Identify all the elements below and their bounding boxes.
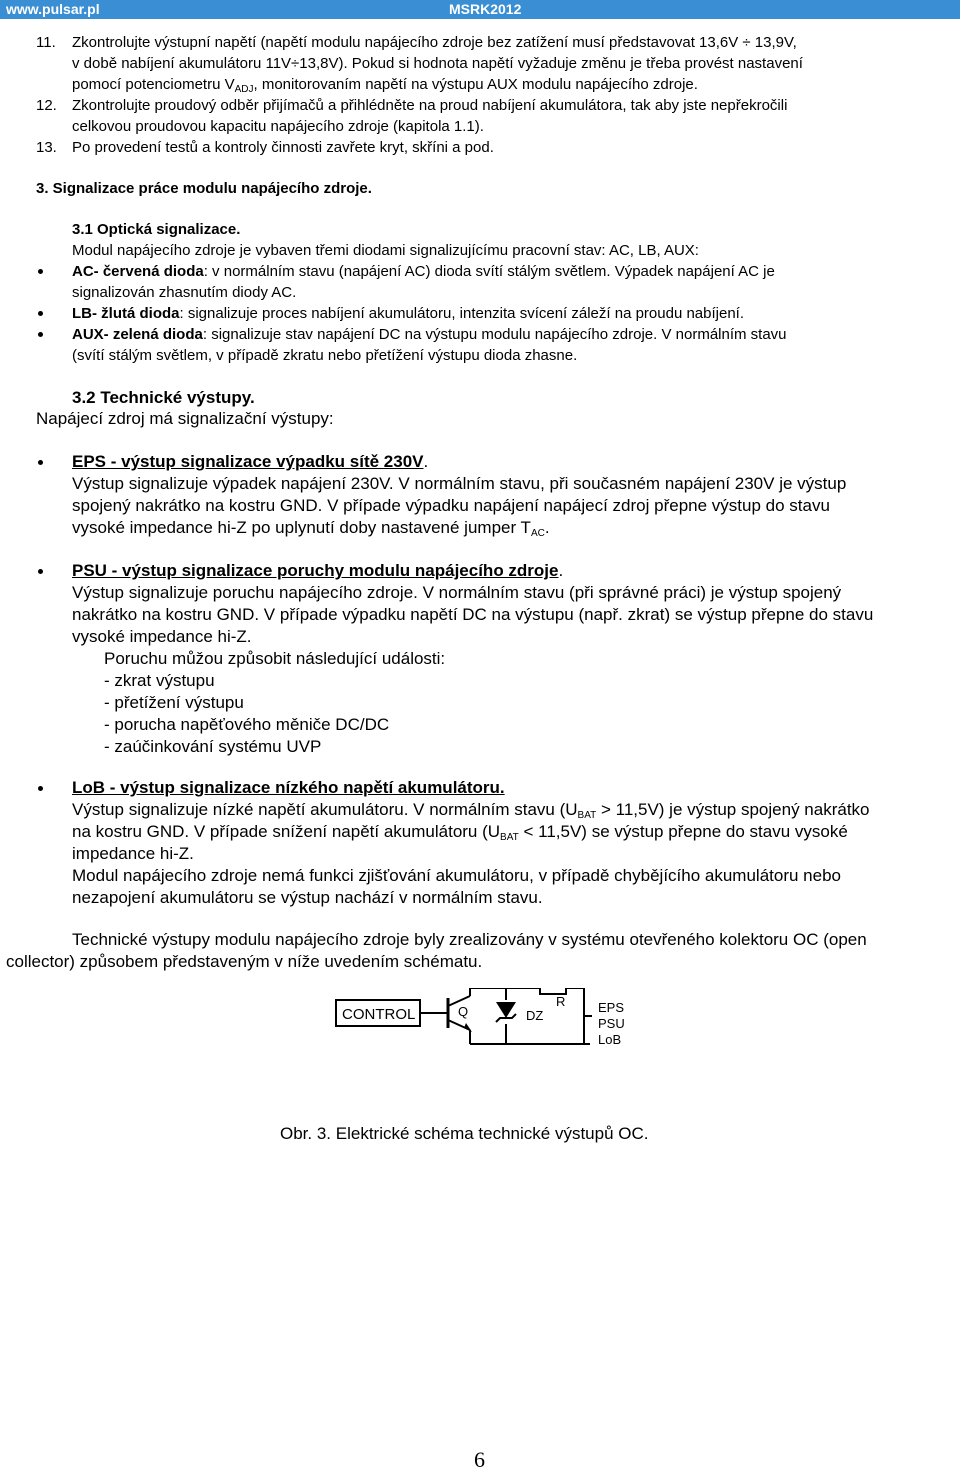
bullet bbox=[38, 332, 43, 337]
step-text: pomocí potenciometru $V_{ADJ}$, monitorovaním napětí na výstupu AUX modulu napájecího zdroje. bbox=[72, 76, 698, 95]
step-text: Po provedení testů a kontroly činnosti zavřete kryt, skříni a pod. bbox=[72, 139, 494, 156]
output-psu-label: PSU bbox=[598, 1016, 625, 1031]
output-eps: EPS - výstup signalizace výpadku sítě 230V. Výstup signalizuje výpadek napájení 230V. V normálním stavu, při současném napájení 230V je výstup spojený nakrátko na kostru GND. V případe výpadku napájení napájecí zdroj přepne výstup do stavu vysoké impedance hi-Z po uplynutí doby nastavené jumper $T_{AC}$. bbox=[72, 452, 847, 539]
dz-label: DZ bbox=[526, 1008, 544, 1023]
step-number: 12. bbox=[36, 97, 57, 114]
section-3-1-intro: Modul napájecího zdroje je vybaven třemi diodami signalizujícímu pracovní stav: AC, LB, AUX: bbox=[72, 242, 699, 259]
eps-title: EPS - výstup signalizace výpadku sítě 230V bbox=[72, 452, 424, 471]
step-number: 11. bbox=[36, 34, 56, 51]
page-number: 6 bbox=[474, 1447, 485, 1472]
bullet bbox=[38, 460, 43, 465]
q-label: Q bbox=[458, 1004, 469, 1019]
figure-caption: Obr. 3. Elektrické schéma technické výstupů OC. bbox=[280, 1124, 649, 1143]
oc-schematic bbox=[330, 988, 640, 1076]
bullet bbox=[38, 786, 43, 791]
output-psu: PSU - výstup signalizace poruchy modulu napájecího zdroje. Výstup signalizuje poruchu napájecího zdroje. V normálním stavu (při správné práci) je výstup spojený nakrátko na kostru GND. V případe výpadku napětí DC na výstupu (např. zkrat) se výstup přepne do stavu vysoké impedance hi-Z. Poruchu můžou způsobit následující události: - zkrat výstupu - přetížení výstupu - porucha napěťového měniče DC/DC - zaúčinkování systému UVP bbox=[72, 561, 874, 756]
document-code: MSRK2012 bbox=[449, 1, 522, 17]
bullet bbox=[38, 269, 43, 274]
led-aux: AUX- zelená dioda: signalizuje stav napájení DC na výstupu modulu napájecího zdroje. V normálním stavu (svítí stálým světlem, v případě zkratu nebo přetížení výstupu dioda zhasne. bbox=[72, 326, 787, 364]
step-13 bbox=[36, 137, 952, 158]
emitter-arrow bbox=[464, 1023, 472, 1032]
output-eps-label: EPS bbox=[598, 1000, 625, 1015]
step-text: celkovou proudovou kapacitu napájecího zdroje (kapitola 1.1). bbox=[72, 118, 484, 135]
led-ac: AC- červená dioda: v normálním stavu (napájení AC) dioda svítí stálým světlem. Výpadek napájení AC je signalizován zhasnutím diody AC. bbox=[72, 263, 775, 301]
bullet bbox=[38, 569, 43, 574]
output-lob-label: LoB bbox=[598, 1032, 622, 1047]
closing-paragraph: Technické výstupy modulu napájecího zdroje byly zrealizovány v systému otevřeného kolektoru OC (open collector) způsobem představeným v níže uvedením schématu. bbox=[6, 930, 867, 971]
step-text: v době nabíjení akumulátoru 11V÷13,8V). Pokud si hodnota napětí vyžaduje změnu je třeba provést nastavení bbox=[72, 55, 803, 72]
lob-title: LoB - výstup signalizace nízkého napětí akumulátoru. bbox=[72, 778, 505, 797]
step-number: 13. bbox=[36, 139, 57, 156]
step-11 bbox=[36, 32, 952, 95]
section-3-title: 3. Signalizace práce modulu napájecího zdroje. bbox=[36, 180, 372, 197]
control-label: CONTROL bbox=[342, 1006, 416, 1023]
section-3-1-title: 3.1 Optická signalizace. bbox=[72, 221, 241, 238]
bullet bbox=[38, 311, 43, 316]
r-label: R bbox=[556, 994, 566, 1009]
psu-title: PSU - výstup signalizace poruchy modulu napájecího zdroje bbox=[72, 561, 559, 580]
section-3-2-title: 3.2 Technické výstupy. bbox=[72, 388, 255, 407]
step-12 bbox=[36, 95, 952, 137]
step-text: Zkontrolujte proudový odběr přijímačů a přihlédněte na proud nabíjení akumulátora, tak aby jste nepřekročili bbox=[72, 97, 788, 114]
page-header bbox=[0, 0, 960, 19]
led-lb: LB- žlutá dioda: signalizuje proces nabíjení akumulátoru, intenzita svícení záleží na proudu nabíjení. bbox=[72, 305, 745, 322]
site-url: www.pulsar.pl bbox=[6, 1, 100, 17]
output-lob: LoB - výstup signalizace nízkého napětí akumulátoru. Výstup signalizuje nízké napětí akumulátoru. V normálním stavu $(U_{BAT} > 11,5V)$ je výstup spojený nakrátko na kostru GND. V případe snížení napětí akumulátoru $(U_{BAT} < 11,5V)$ se výstup přepne do stavu vysoké impedance hi-Z. Modul napájecího zdroje nemá funkci zjišťování akumulátoru, v případě chybějícího akumulátoru nebo nezapojení akumulátoru se výstup nachází v normálním stavu. bbox=[72, 778, 870, 907]
step-text: Zkontrolujte výstupní napětí (napětí modulu napájecího zdroje bez zatížení musí představovat 13,6V ÷ 13,9V, bbox=[72, 34, 797, 51]
section-3-2-intro: Napájecí zdroj má signalizační výstupy: bbox=[36, 409, 334, 428]
